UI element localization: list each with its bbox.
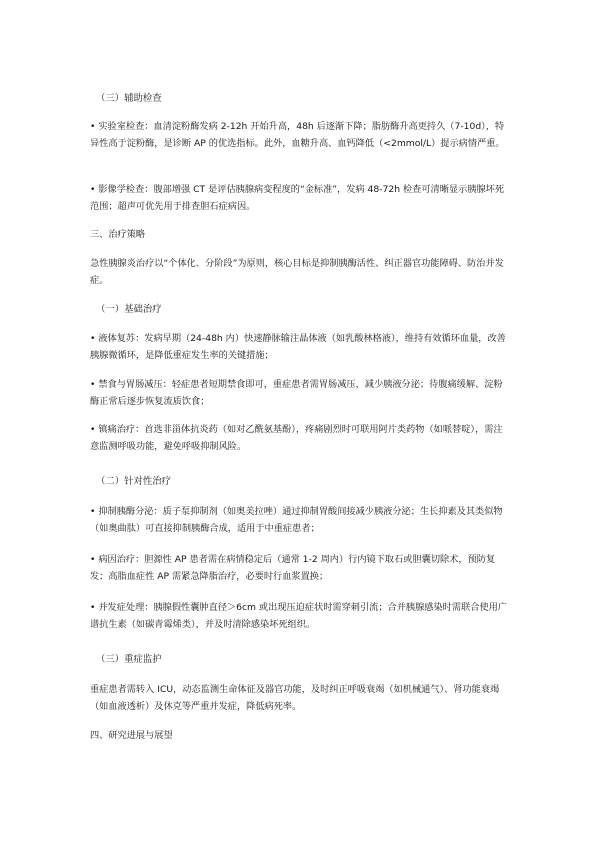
paragraph-enzyme-inhibition: • 抑制胰酶分泌：质子泵抑制剂（如奥美拉唑）通过抑制胃酸间接减少胰液分泌；生长抑素及其类似物（如奥曲肽）可直接抑制胰酶合成，适用于中重症患者； xyxy=(90,506,503,534)
paragraph-etiology-treatment: • 病因治疗：胆源性 AP 患者需在病情稳定后（通常 1-2 周内）行内镜下取石或胆囊切除术，预防复发；高脂血症性 AP 需紧急降脂治疗，必要时行血浆置换； xyxy=(90,554,496,582)
heading-auxiliary-exams: （三）辅助检查 xyxy=(96,93,162,104)
paragraph-treatment-intro: 急性胰腺炎治疗以“个体化、分阶段”为原则，核心目标是抑制胰酶活性、纠正器官功能障碍、防治并发症。 xyxy=(90,258,504,286)
heading-research-progress: 四、研究进展与展望 xyxy=(90,730,173,741)
paragraph-lab-tests: • 实验室检查：血清淀粉酶发病 2-12h 开始升高，48h 后逐渐下降；脂肪酶升高更持久（7-10d），特异性高于淀粉酶，是诊断 AP 的优选指标。此外，血糖升高、血钙降低（<2mmol/L）提示病情严重。 xyxy=(90,121,505,149)
paragraph-analgesia: • 镇痛治疗：首选非甾体抗炎药（如对乙酰氨基酚），疼痛剧烈时可联用阿片类药物（如哌替啶），需注意监测呼吸功能，避免呼吸抑制风险。 xyxy=(90,424,503,452)
heading-treatment-strategy: 三、治疗策略 xyxy=(90,229,146,240)
heading-targeted-treatment: （二）针对性治疗 xyxy=(96,476,172,487)
paragraph-icu: 重症患者需转入 ICU，动态监测生命体征及器官功能，及时纠正呼吸衰竭（如机械通气）、肾功能衰竭（如血液透析）及休克等严重并发症，降低病死率。 xyxy=(90,684,500,712)
paragraph-complications: • 并发症处理：胰腺假性囊肿直径＞6cm 或出现压迫症状时需穿刺引流；合并胰腺感染时需联合使用广谱抗生素（如碳青霉烯类），并及时清除感染坏死组织。 xyxy=(90,602,507,630)
heading-basic-treatment: （一）基础治疗 xyxy=(96,304,162,315)
paragraph-imaging: • 影像学检查：腹部增强 CT 是评估胰腺病变程度的“金标准”，发病 48-72h 检查可清晰显示胰腺坏死范围；超声可优先用于排查胆石症病因。 xyxy=(90,184,505,212)
heading-intensive-care: （三）重症监护 xyxy=(96,654,162,665)
paragraph-fasting: • 禁食与胃肠减压：轻症患者短期禁食即可，重症患者需胃肠减压，减少胰液分泌；待腹痛缓解、淀粉酶正常后逐步恢复流质饮食； xyxy=(90,379,503,407)
paragraph-fluid-resuscitation: • 液体复苏：发病早期（24-48h 内）快速静脉输注晶体液（如乳酸林格液），维持有效循环血量，改善胰腺微循环，是降低重症发生率的关键措施； xyxy=(90,333,506,361)
